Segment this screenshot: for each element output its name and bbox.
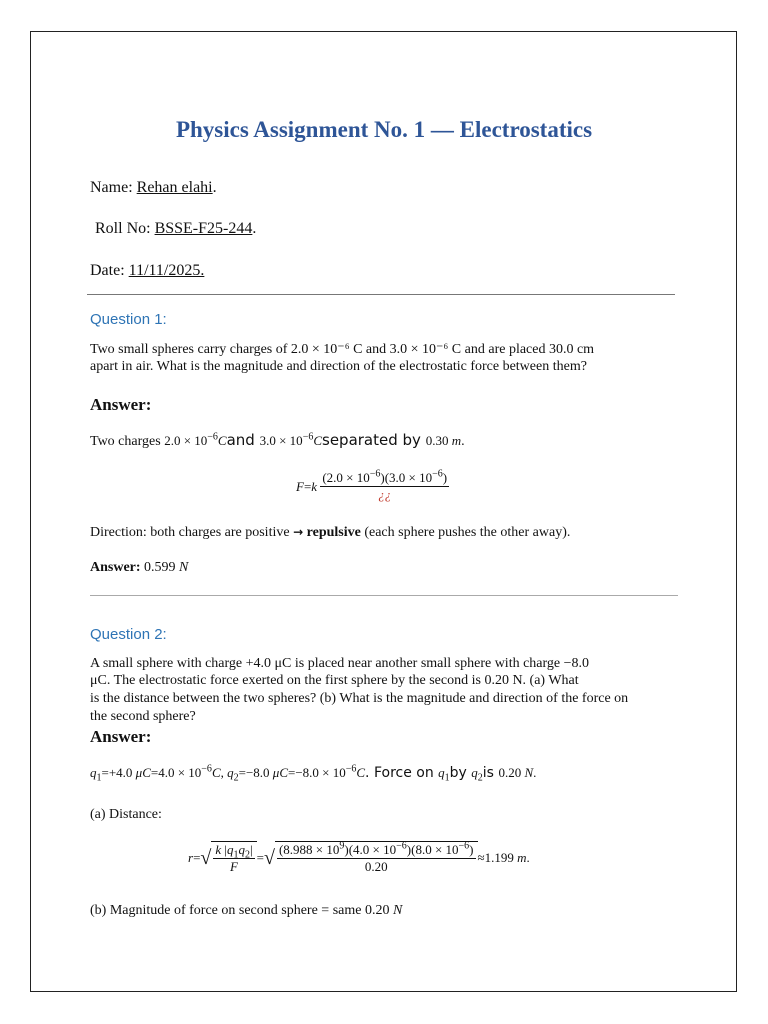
k-symbol: k: [215, 842, 222, 857]
part-b-unit: N: [392, 903, 403, 918]
sqrt-fraction-1: [211, 841, 256, 875]
numerator-part-c: ): [442, 470, 448, 485]
charge-2-unit: C: [313, 433, 322, 448]
q2-symbol-b: q: [471, 765, 478, 780]
q1-value: =+4.0: [101, 765, 136, 780]
roll-line: [95, 220, 256, 238]
and-word: and: [226, 431, 260, 449]
formula-numerator: [320, 470, 449, 487]
force-unit: N: [524, 765, 534, 780]
question-2-given-line: [90, 763, 537, 784]
name-value: Rehan elahi: [136, 179, 213, 196]
question-2-text-line-2: μC. The electrostatic force exerted on the first sphere by the second is 0.20 N. (a) What: [90, 673, 579, 688]
is-text: is: [482, 765, 499, 781]
numerator-part-a: (2.0 × 10: [322, 470, 370, 485]
sqrt-icon-2: √: [263, 846, 275, 869]
direction-suffix: (each sphere pushes the other away).: [360, 525, 571, 540]
q1-subscript-b: 1: [444, 772, 450, 784]
date-line: [90, 262, 204, 280]
equals-sign: =: [303, 478, 312, 494]
date-value: 11/11/2025.: [128, 262, 205, 279]
num2-part-c: )(8.0 × 10: [406, 842, 459, 857]
frac-q2-sub: 2: [245, 849, 251, 861]
sqrt-icon-1: √: [200, 846, 212, 869]
force-symbol: F: [296, 478, 304, 494]
q1-symbol-b: q: [438, 765, 445, 780]
frac-q1: q: [227, 842, 234, 857]
distance-value: 0.30: [425, 433, 449, 448]
question-1-heading: Question 1:: [90, 311, 167, 328]
direction-line: [90, 524, 570, 542]
mu-symbol-1: μ: [135, 765, 143, 780]
question-1-charges-line: [90, 431, 465, 450]
roll-label: Roll No:: [95, 220, 155, 237]
by-text: by: [449, 765, 472, 781]
charges-period: .: [461, 434, 465, 449]
charge-1-exponent: −6: [207, 431, 218, 443]
fraction-2-numerator: [277, 842, 476, 859]
coulomb-formula-q1: [296, 470, 449, 503]
unit-c-3: C: [279, 765, 288, 780]
approx-sign: ≈: [477, 850, 485, 865]
charge-1-mantissa: 2.0 × 10: [164, 433, 208, 448]
distance-result: 1.199: [484, 850, 514, 865]
abs-bar-left: |: [224, 842, 228, 857]
final-answer-value: 0.599: [144, 560, 176, 575]
roll-dot: .: [252, 220, 257, 237]
equals-2: =: [256, 850, 264, 865]
divider-top: [87, 294, 675, 295]
formula-fraction: [320, 470, 449, 503]
separated-word: separated by: [322, 431, 426, 449]
name-dot: .: [212, 179, 217, 196]
fraction-2-denominator: 0.20: [364, 859, 388, 874]
frac-q1-sub: 1: [233, 849, 239, 861]
force-value: 0.20: [498, 765, 522, 780]
q1-subscript: 1: [96, 772, 102, 784]
q2-exponent: −6: [345, 763, 357, 775]
unit-c-1: C: [142, 765, 151, 780]
q2-subscript-b: 2: [477, 772, 483, 784]
arrow-icon: →: [293, 525, 304, 539]
charges-prefix: Two charges: [90, 434, 165, 449]
name-label: Name:: [90, 179, 137, 196]
r-symbol: r: [188, 850, 194, 865]
k-constant: k: [311, 478, 318, 494]
question-1-text-line-1: Two small spheres carry charges of 2.0 × 10⁻⁶ C and 3.0 × 10⁻⁶ C and are placed 30.0 cm: [90, 342, 595, 357]
numerator-exp-a: −6: [369, 468, 381, 480]
question-2-heading: Question 2:: [90, 626, 167, 643]
unit-c-2: C: [211, 765, 221, 780]
date-label: Date:: [90, 262, 129, 279]
mu-symbol-2: μ: [272, 765, 280, 780]
final-answer-label: Answer:: [90, 560, 141, 575]
charge-1-unit: C: [217, 433, 227, 448]
question-2-text-line-3: is the distance between the two spheres? (b) What is the magnitude and direction of the force on: [90, 691, 629, 706]
comma: ,: [220, 765, 228, 780]
fraction-1-denominator: F: [230, 859, 238, 874]
document-title: Physics Assignment No. 1 — Electrostatics: [175, 117, 593, 142]
num2-exp-9: 9: [339, 840, 345, 852]
question-2-text-line-4: the second sphere?: [90, 709, 196, 724]
q2-subscript: 2: [233, 772, 239, 784]
roll-value: BSSE-F25-244: [154, 220, 253, 237]
charge-1: [164, 433, 226, 448]
question-1-answer-label: Answer:: [90, 395, 152, 414]
question-2-text-line-1: A small sphere with charge +4.0 μC is placed near another small sphere with charge −8.0: [90, 656, 590, 671]
part-b-line: [90, 902, 402, 920]
numerator-exp-b: −6: [432, 468, 443, 480]
q1-exponent: −6: [201, 763, 212, 775]
repulsive-word: repulsive: [306, 525, 361, 540]
divider-middle: [90, 595, 678, 596]
q2-value: =−8.0: [238, 765, 273, 780]
num2-part-b: )(4.0 × 10: [344, 842, 397, 857]
frac-q2: q: [238, 842, 246, 857]
question-1-text-line-2: apart in air. What is the magnitude and direction of the electrostatic force between them?: [90, 359, 587, 374]
charge-2-mantissa: 3.0 × 10: [259, 433, 303, 448]
q1-symbol: q: [90, 765, 97, 780]
part-a-label: (a) Distance:: [90, 807, 162, 822]
charge-2-exponent: −6: [302, 431, 314, 443]
force-on-text: . Force on: [365, 765, 439, 781]
distance-formula: [188, 841, 530, 875]
abs-bar-right: |: [250, 842, 253, 857]
part-b-text: (b) Magnitude of force on second sphere = same: [90, 903, 365, 918]
question-1-final-answer: [90, 559, 188, 577]
numerator-part-b: )(3.0 × 10: [380, 470, 433, 485]
num2-exp-6b: −6: [458, 840, 470, 852]
distance-unit: m: [451, 433, 462, 448]
question-2-answer-label: Answer:: [90, 727, 152, 746]
part-b-value: 0.20: [364, 903, 390, 918]
num2-part-a: (8.988 × 10: [278, 842, 340, 857]
direction-prefix: Direction: both charges are positive: [90, 525, 294, 540]
distance-period: .: [526, 850, 530, 865]
equals-1: =: [193, 850, 201, 865]
num2-exp-6a: −6: [396, 840, 407, 852]
fraction-1-numerator: [213, 842, 254, 859]
charge-2: [260, 433, 322, 448]
distance-unit-m: m: [517, 850, 527, 865]
sqrt-fraction-2: [275, 841, 478, 875]
name-line: [90, 179, 217, 197]
q2-symbol: q: [227, 765, 234, 780]
num2-part-d: ): [469, 842, 474, 857]
q1-scientific: =4.0 × 10: [150, 765, 202, 780]
final-answer-unit: N: [179, 560, 189, 575]
given-period: .: [533, 765, 537, 780]
unit-c-4: C: [356, 765, 366, 780]
q2-scientific: =−8.0 × 10: [287, 765, 346, 780]
formula-denominator-error: ¿¿: [378, 487, 392, 502]
